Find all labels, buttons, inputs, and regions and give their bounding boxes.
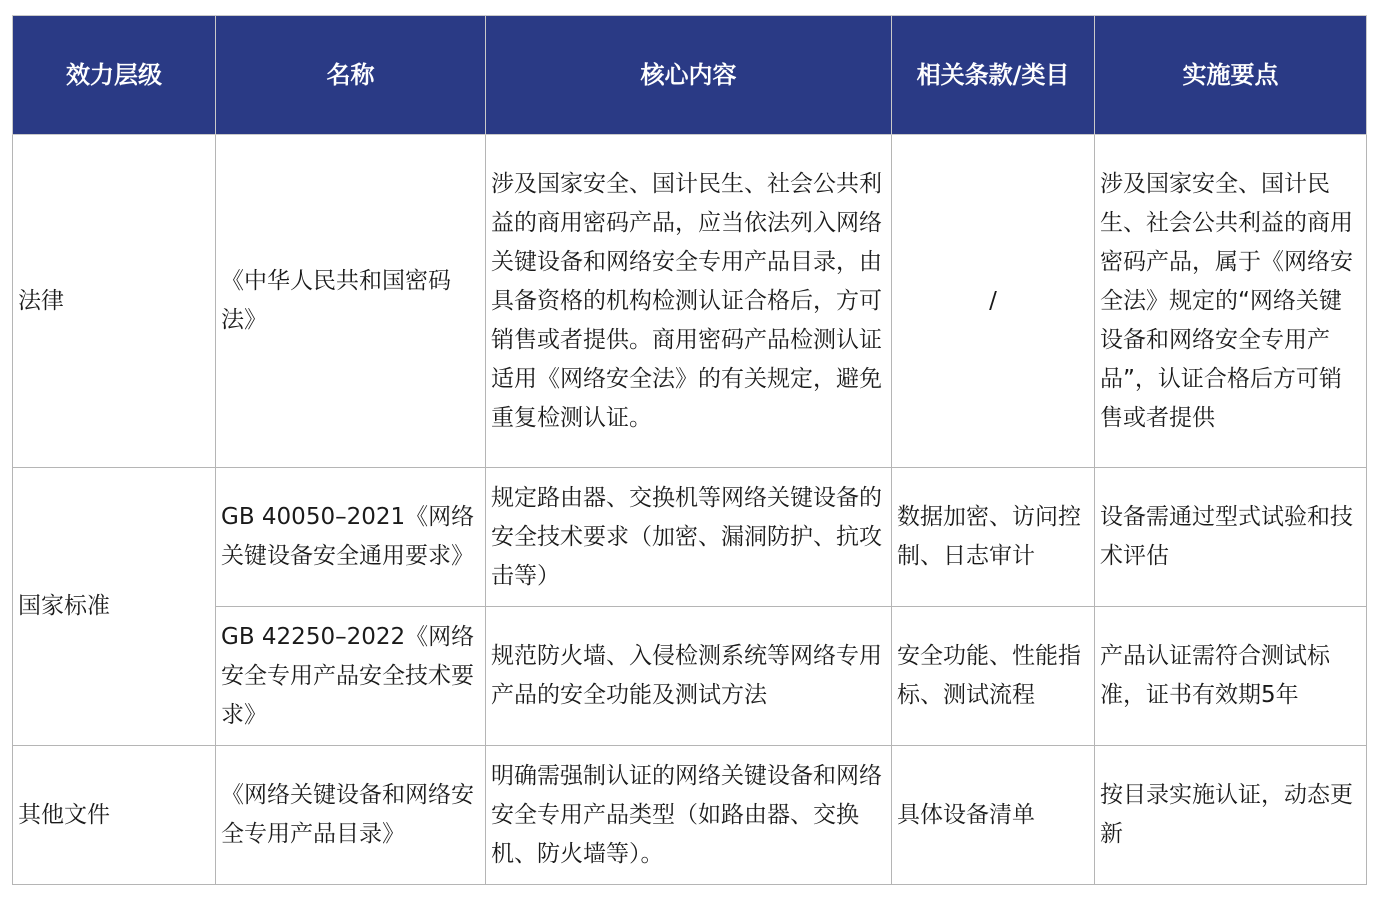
table-row xyxy=(13,746,1367,885)
header-points: 实施要点 xyxy=(1095,16,1367,135)
cell-content: 规定路由器、交换机等网络关键设备的安全技术要求（加密、漏洞防护、抗攻击等） xyxy=(486,468,892,607)
cell-points: 涉及国家安全、国计民生、社会公共利益的商用密码产品，属于《网络安全法》规定的“网络关键设备和网络安全专用产品”，认证合格后方可销售或者提供 xyxy=(1095,135,1367,468)
header-content: 核心内容 xyxy=(486,16,892,135)
cell-points: 产品认证需符合测试标准，证书有效期5年 xyxy=(1095,607,1367,746)
cell-name: 《网络关键设备和网络安全专用产品目录》 xyxy=(216,746,486,885)
header-clause: 相关条款/类目 xyxy=(892,16,1095,135)
cell-name: 《中华人民共和国密码法》 xyxy=(216,135,486,468)
cell-points: 按目录实施认证，动态更新 xyxy=(1095,746,1367,885)
cell-level: 其他文件 xyxy=(13,746,216,885)
regulation-table-container xyxy=(12,15,1367,885)
cell-level: 国家标准 xyxy=(13,468,216,746)
cell-name: GB 42250–2022《网络安全专用产品安全技术要求》 xyxy=(216,607,486,746)
cell-clause: 数据加密、访问控制、日志审计 xyxy=(892,468,1095,607)
cell-content: 明确需强制认证的网络关键设备和网络安全专用产品类型（如路由器、交换机、防火墙等）。 xyxy=(486,746,892,885)
cell-name: GB 40050–2021《网络关键设备安全通用要求》 xyxy=(216,468,486,607)
cell-content: 规范防火墙、入侵检测系统等网络专用产品的安全功能及测试方法 xyxy=(486,607,892,746)
table-header-row xyxy=(13,16,1367,135)
table-row xyxy=(13,468,1367,607)
cell-level: 法律 xyxy=(13,135,216,468)
cell-clause: / xyxy=(892,135,1095,468)
header-level: 效力层级 xyxy=(13,16,216,135)
cell-clause: 具体设备清单 xyxy=(892,746,1095,885)
regulation-table xyxy=(12,15,1367,885)
cell-points: 设备需通过型式试验和技术评估 xyxy=(1095,468,1367,607)
table-row xyxy=(13,607,1367,746)
cell-content: 涉及国家安全、国计民生、社会公共利益的商用密码产品，应当依法列入网络关键设备和网络安全专用产品目录，由具备资格的机构检测认证合格后，方可销售或者提供。商用密码产品检测认证适用《网络安全法》的有关规定，避免重复检测认证。 xyxy=(486,135,892,468)
header-name: 名称 xyxy=(216,16,486,135)
cell-clause: 安全功能、性能指标、测试流程 xyxy=(892,607,1095,746)
table-row xyxy=(13,135,1367,468)
